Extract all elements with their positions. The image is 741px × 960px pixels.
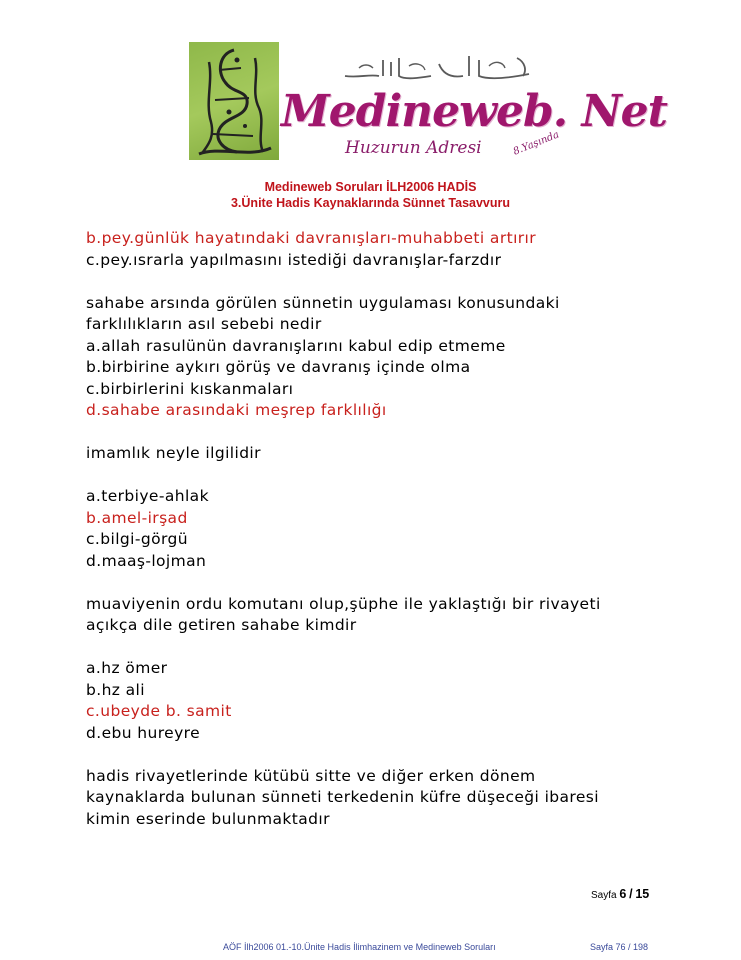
text-line: farklılıkların asıl sebebi nedir <box>86 315 322 333</box>
text-line: d.ebu hureyre <box>86 723 201 742</box>
text-line: imamlık neyle ilgilidir <box>86 444 261 462</box>
brand-slogan: Huzurun Adresi <box>345 138 482 158</box>
brand-name: Medineweb. Net <box>281 86 667 137</box>
text-line: hadis rivayetlerinde kütübü sitte ve diğer erken dönem <box>86 766 536 785</box>
text-line: a.hz ömer <box>86 659 168 677</box>
answer-line: d.sahabe arasındaki meşrep farklılığı <box>86 401 387 419</box>
text-line: c.bilgi-görgü <box>86 530 188 548</box>
answer-line: c.ubeyde b. samit <box>86 702 232 720</box>
page-separator: / <box>629 887 633 901</box>
answer-line: b.amel-irşad <box>86 508 188 527</box>
blank-line <box>86 465 706 487</box>
text-line: muaviyenin ordu komutanı olup,şüphe ile yaklaştığı bir rivayeti <box>86 594 601 613</box>
text-line: c.pey.ısrarla yapılmasını istediği davranışlar-farzdır <box>86 250 502 269</box>
bismillah-calligraphy <box>339 48 539 88</box>
blank-line <box>86 744 706 766</box>
page-current: 6 <box>619 887 627 901</box>
text-line: c.birbirlerini kıskanmaları <box>86 379 294 398</box>
text-line: a.terbiye-ahlak <box>86 487 209 505</box>
page-label: Sayfa <box>591 890 617 901</box>
footer-page-number: Sayfa 76 / 198 <box>590 942 649 952</box>
document-subtitle: 3.Ünite Hadis Kaynaklarında Sünnet Tasavvuru <box>230 196 511 210</box>
blank-line <box>86 637 706 659</box>
page-total: 15 <box>635 887 650 901</box>
calligraphy-image <box>189 42 279 160</box>
text-line: açıkça dile getiren sahabe kimdir <box>86 616 357 634</box>
text-line: b.hz ali <box>86 680 145 699</box>
text-line: a.allah rasulünün davranışlarını kabul edip etmeme <box>86 336 506 355</box>
text-line: d.maaş-lojman <box>86 551 207 570</box>
answer-line: b.pey.günlük hayatındaki davranışları-muhabbeti artırır <box>86 229 537 247</box>
blank-line <box>86 271 706 293</box>
blank-line <box>86 422 706 444</box>
question-list <box>86 228 706 830</box>
brand-age-badge: 8.Yaşında <box>511 129 561 158</box>
medineweb-logo <box>189 42 667 164</box>
text-line: kaynaklarda bulunan sünneti terkedenin küfre düşeceği ibaresi <box>86 788 599 806</box>
text-line: sahabe arsında görülen sünnetin uygulaması konusundaki <box>86 293 560 312</box>
page-counter <box>591 887 649 901</box>
footer-source: AÖF İlh2006 01.-10.Ünite Hadis İlimhazinem ve Medineweb Soruları <box>223 942 496 952</box>
text-line: b.birbirine aykırı görüş ve davranış içinde olma <box>86 358 471 376</box>
blank-line <box>86 572 706 594</box>
text-line: kimin eserinde bulunmaktadır <box>86 809 330 828</box>
document-title: Medineweb Soruları İLH2006 HADİS <box>264 180 477 194</box>
